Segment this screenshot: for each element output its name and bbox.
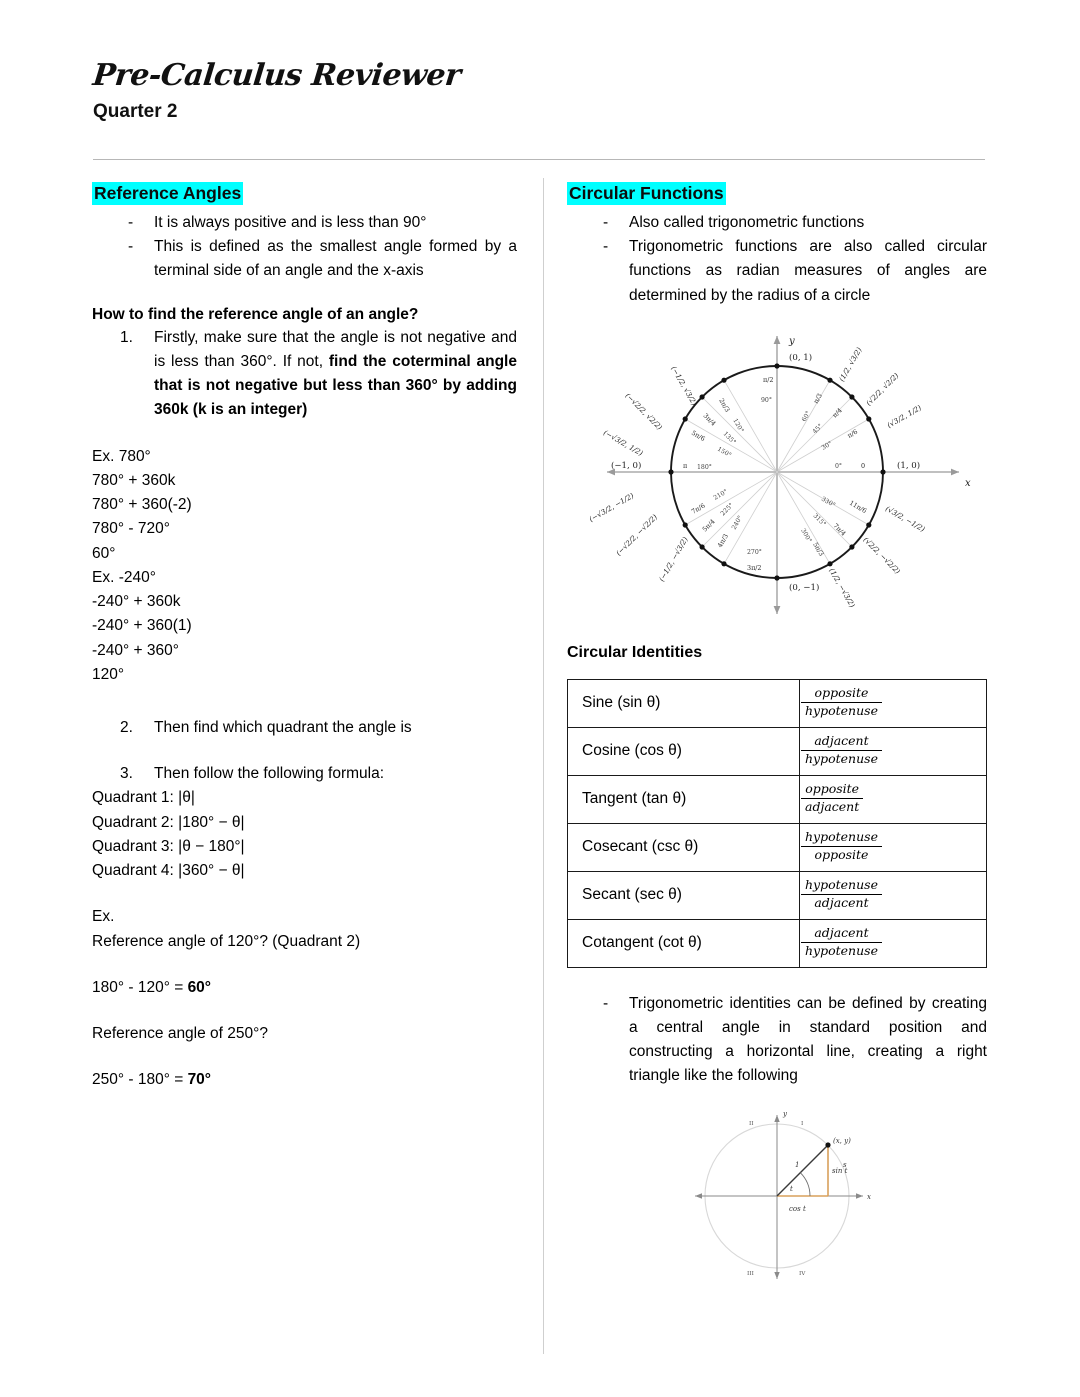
example-line: -240° + 360(1) xyxy=(92,617,192,635)
list-item xyxy=(567,211,987,235)
ratio-numerator: hypotenuse xyxy=(801,830,882,847)
header-divider xyxy=(93,159,985,160)
tri-horizontal-leg-label: cos t xyxy=(789,1204,806,1213)
unit-circle-rad-90deg: π/2 xyxy=(763,375,774,384)
step-text-normal: Firstly, make sure that the angle is not negative and is less than 360°. If not, xyxy=(154,328,517,371)
q2-coord-150: (−√3/2, 1/2) xyxy=(602,427,645,458)
identity-ratio xyxy=(800,679,987,727)
steps-list-part3 xyxy=(92,762,517,786)
example-question: Reference angle of 250°? xyxy=(92,1025,268,1043)
list-item xyxy=(567,992,987,1089)
example-line: 780° + 360k xyxy=(92,471,176,489)
quadrant-formula: Quadrant 4: |360° − θ| xyxy=(92,862,245,880)
q2-rad-2pi3: 2π/3 xyxy=(717,396,732,414)
reference-angles-bullets xyxy=(92,211,517,284)
dash-bullet-icon: - xyxy=(128,214,134,232)
unit-circle-coord-90deg: (0, 1) xyxy=(789,352,813,363)
ratio-denominator: hypotenuse xyxy=(805,943,878,959)
unit-circle-deg-270deg: 270° xyxy=(747,548,762,556)
identity-ratio xyxy=(800,823,987,871)
tri-quadrant-4: IV xyxy=(799,1270,806,1277)
q1-coord-30: (√3/2, 1/2) xyxy=(885,402,923,430)
tri-quadrant-1: I xyxy=(801,1120,804,1127)
example-question: Reference angle of 120°? (Quadrant 2) xyxy=(92,932,361,950)
tri-quadrant-3: III xyxy=(747,1270,754,1277)
tri-axis-label-x: x xyxy=(867,1192,871,1201)
section-heading-reference-angles: Reference Angles xyxy=(92,182,243,205)
unit-circle-rad-180deg: π xyxy=(683,461,688,470)
unit-circle-coord-0deg: (1, 0) xyxy=(897,460,921,471)
tri-point-label: (x, y) xyxy=(833,1136,851,1145)
q1-rad-pi3: π/3 xyxy=(811,391,824,405)
example-line: 780° + 360(-2) xyxy=(92,496,192,514)
list-item xyxy=(567,235,987,308)
identity-name: Cosine (cos θ) xyxy=(568,727,800,775)
steps-list-part2 xyxy=(92,716,517,740)
ratio-numerator: hypotenuse xyxy=(801,878,882,895)
bullet-text: Also called trigonometric functions xyxy=(629,214,865,232)
circular-functions-bullets xyxy=(567,211,987,308)
list-item-step-3 xyxy=(92,762,517,786)
tri-vertical-leg-label: sin t xyxy=(832,1166,848,1175)
list-item-step-1 xyxy=(92,326,517,423)
q2-deg-135: 135° xyxy=(721,430,738,446)
step-text: Then follow the following formula: xyxy=(154,765,385,783)
identity-name: Sine (sin θ) xyxy=(568,679,800,727)
example-line: Ex. 780° xyxy=(92,447,151,465)
ratio-numerator: opposite xyxy=(801,686,882,703)
quadrant-formula: Quadrant 3: |θ − 180°| xyxy=(92,837,245,855)
ratio-numerator: adjacent xyxy=(801,734,882,751)
identity-ratio xyxy=(800,775,987,823)
unit-circle-coord-180deg: (−1, 0) xyxy=(611,460,642,471)
bullet-text: This is defined as the smallest angle formed by a terminal side of an angle and the x-axis xyxy=(154,238,517,280)
q2-rad-5pi6: 5π/6 xyxy=(690,428,707,443)
unit-circle-deg-180deg: 180° xyxy=(697,463,712,471)
right-triangle-diagram xyxy=(567,1099,987,1294)
solution-answer: 60° xyxy=(187,978,212,996)
section-heading-circular-functions: Circular Functions xyxy=(567,182,726,205)
q3-coord-240: (−1/2, −√3/2) xyxy=(656,535,690,583)
dash-bullet-icon: - xyxy=(603,214,609,232)
q4-deg-300: 300° xyxy=(799,527,813,544)
q3-rad-7pi6: 7π/6 xyxy=(690,501,707,516)
q4-coord-315: (√2/2, −√2/2) xyxy=(861,534,903,576)
example-line: 780° - 720° xyxy=(92,520,170,538)
ratio-denominator: hypotenuse xyxy=(805,703,878,719)
column-divider xyxy=(543,178,544,1354)
unit-circle-svg xyxy=(567,322,987,622)
right-column xyxy=(567,182,987,1294)
q2-deg-150: 150° xyxy=(716,445,733,459)
q1-coord-60: (1/2, √3/2) xyxy=(836,345,864,383)
unit-circle-deg-0deg: 0° xyxy=(835,462,843,470)
unit-circle-quadrant-1 xyxy=(801,345,923,451)
table-row xyxy=(568,823,987,871)
quadrant-formula: Quadrant 2: |180° − θ| xyxy=(92,813,245,831)
axis-label-y: y xyxy=(789,335,795,347)
example-line: Ex. -240° xyxy=(92,568,156,586)
unit-circle-coord-270deg: (0, −1) xyxy=(789,582,820,593)
q2-deg-120: 120° xyxy=(731,417,745,434)
step-text: Then find which quadrant the angle is xyxy=(154,719,412,737)
axis-label-x: x xyxy=(965,477,971,489)
unit-circle-deg-90deg: 90° xyxy=(761,396,772,404)
q3-deg-210: 210° xyxy=(712,488,729,502)
ratio-denominator: hypotenuse xyxy=(805,751,878,767)
q1-coord-45: (√2/2, √2/2) xyxy=(864,370,901,408)
identity-ratio xyxy=(800,871,987,919)
q3-coord-210: (−√3/2, −1/2) xyxy=(587,490,636,524)
step-number: 1. xyxy=(120,328,133,346)
identity-ratio xyxy=(800,727,987,775)
tri-axis-label-y: y xyxy=(783,1109,787,1118)
bullet-text: Trigonometric identities can be defined by creating a central angle in standard position and constructing a horizontal line, creating a right triangle like the following xyxy=(629,994,987,1085)
step-number: 3. xyxy=(120,765,133,783)
q4-deg-315: 315° xyxy=(811,512,828,528)
identity-name: Cosecant (csc θ) xyxy=(568,823,800,871)
q4-coord-300: (1/2, −√3/2) xyxy=(827,566,858,609)
unit-circle-quadrant-3 xyxy=(588,488,745,583)
table-row xyxy=(568,679,987,727)
list-item xyxy=(92,211,517,235)
table-row xyxy=(568,727,987,775)
list-item xyxy=(92,235,517,283)
q4-deg-330: 330° xyxy=(820,495,837,509)
dash-bullet-icon: - xyxy=(128,238,134,256)
tri-quadrant-2: II xyxy=(749,1120,754,1127)
table-row xyxy=(568,775,987,823)
example-line: -240° + 360k xyxy=(92,593,181,611)
q4-coord-330: (√3/2, −1/2) xyxy=(884,503,927,534)
q4-rad-7pi4: 7π/4 xyxy=(831,521,848,538)
example-line: -240° + 360° xyxy=(92,641,179,659)
q2-coord-120: (−1/2, √3/2) xyxy=(669,364,700,407)
q2-rad-3pi4: 3π/4 xyxy=(701,411,718,428)
identity-name: Secant (sec θ) xyxy=(568,871,800,919)
bullet-text: It is always positive and is less than 90° xyxy=(154,214,427,232)
closing-bullet-list xyxy=(567,992,987,1089)
q1-deg-30: 30° xyxy=(820,439,834,452)
q3-deg-240: 240° xyxy=(730,514,745,531)
q1-deg-45: 45° xyxy=(811,422,825,436)
tri-arc-label: s xyxy=(843,1160,847,1169)
solution-text: 250° - 180° = xyxy=(92,1071,188,1089)
identities-heading: Circular Identities xyxy=(567,643,703,661)
q3-deg-225: 225° xyxy=(719,501,735,518)
ratio-numerator: opposite xyxy=(801,782,863,799)
q3-rad-4pi3: 4π/3 xyxy=(715,532,730,549)
circular-identities-table xyxy=(567,679,987,968)
ratio-numerator: adjacent xyxy=(801,926,882,943)
example-line: 60° xyxy=(92,544,116,562)
identity-name: Tangent (tan θ) xyxy=(568,775,800,823)
right-triangle-svg xyxy=(567,1099,987,1294)
table-row xyxy=(568,871,987,919)
unit-circle-rad-270deg: 3π/2 xyxy=(747,563,762,572)
question-heading: How to find the reference angle of an angle? xyxy=(92,305,419,323)
page-title: Pre-Calculus Reviewer xyxy=(91,58,463,93)
q1-rad-pi4: π/4 xyxy=(830,406,844,420)
q3-coord-225: (−√2/2, −√2/2) xyxy=(614,512,659,558)
example-solution xyxy=(92,1068,517,1092)
page-subtitle: Quarter 2 xyxy=(93,101,178,122)
step-number: 2. xyxy=(120,719,133,737)
unit-circle-rad-0deg: 0 xyxy=(861,461,866,470)
ratio-denominator: opposite xyxy=(814,847,869,863)
table-row xyxy=(568,919,987,967)
quadrant-formula: Quadrant 1: |θ| xyxy=(92,789,195,807)
bullet-text: Trigonometric functions are also called circular functions as radian measures of angles are determined by the radius of a circle xyxy=(629,238,987,304)
dash-bullet-icon: - xyxy=(603,994,609,1012)
q3-rad-5pi4: 5π/4 xyxy=(700,517,717,534)
list-item-step-2 xyxy=(92,716,517,740)
dash-bullet-icon: - xyxy=(603,238,609,256)
identity-ratio xyxy=(800,919,987,967)
ratio-denominator: adjacent xyxy=(805,799,860,815)
ratio-denominator: adjacent xyxy=(814,895,869,911)
q4-rad-11pi6: 11π/6 xyxy=(848,498,869,515)
steps-list-part1 xyxy=(92,326,517,423)
left-column xyxy=(92,182,517,1093)
tri-radius-label: 1 xyxy=(795,1160,800,1169)
q1-deg-60: 60° xyxy=(800,409,813,423)
unit-circle-diagram xyxy=(567,322,987,622)
solution-text: 180° - 120° = xyxy=(92,978,188,996)
example-line: 120° xyxy=(92,665,125,683)
solution-answer: 70° xyxy=(187,1071,212,1089)
q2-coord-135: (−√2/2, √2/2) xyxy=(623,390,665,432)
step-text-bold: find the coterminal angle that is not negative but less than 360° by adding 360k (k is an integer) xyxy=(154,353,517,419)
example-solution xyxy=(92,976,517,1000)
example-label: Ex. xyxy=(92,908,115,926)
q4-rad-5pi3: 5π/3 xyxy=(811,540,826,558)
tri-angle-label: t xyxy=(790,1184,793,1193)
identity-name: Cotangent (cot θ) xyxy=(568,919,800,967)
q1-rad-pi6: π/6 xyxy=(846,427,860,440)
